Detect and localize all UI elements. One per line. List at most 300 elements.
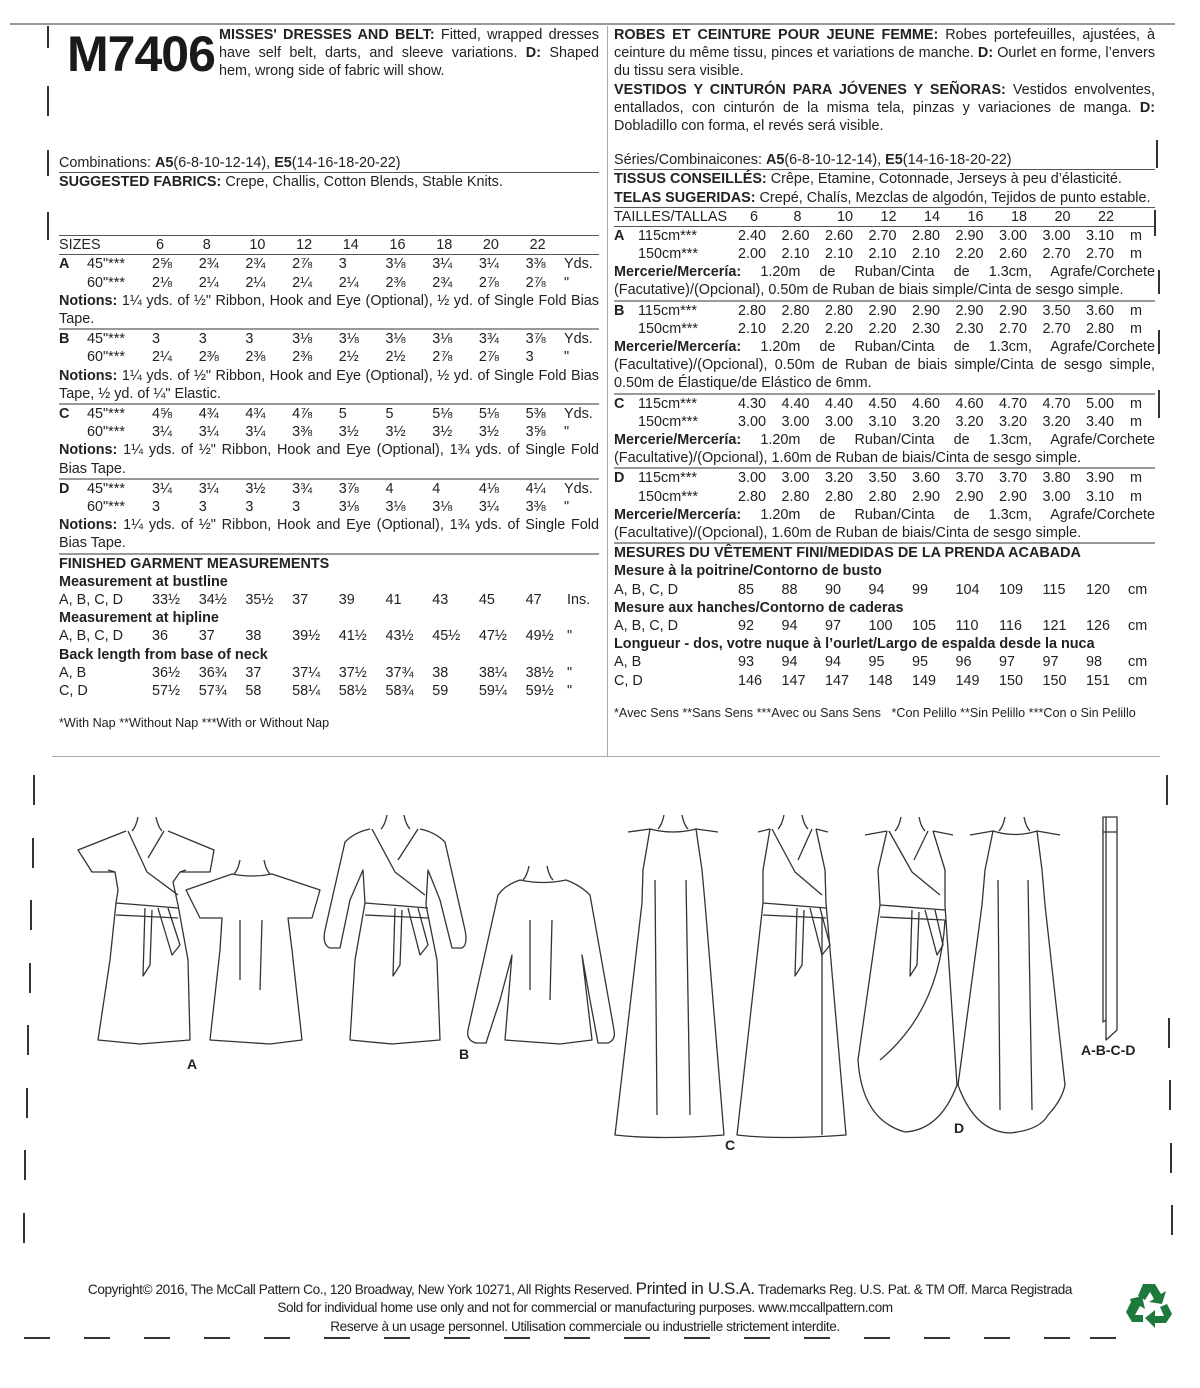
value-cell: 5⅜ (525, 405, 546, 422)
value-cell: 2.20 (781, 320, 810, 337)
view-d-label: D (954, 1120, 965, 1136)
value-cell: 20 (1054, 208, 1071, 225)
value-cell: 36½ (152, 664, 181, 681)
value-cell: 3.70 (955, 470, 984, 487)
value-cell: 3.00 (738, 470, 767, 487)
value-cell: 37½ (338, 664, 367, 681)
value-cell: 2⅞ (525, 274, 546, 291)
recycle-icon (1125, 1280, 1175, 1330)
value-cell: 95 (868, 654, 885, 671)
view-letter: B (59, 331, 70, 348)
value-cell: 58¼ (292, 682, 321, 699)
value-cell: 2.70 (1042, 246, 1071, 263)
value-cell: 2¼ (292, 274, 313, 291)
value-cell: 2⅛ (152, 274, 173, 291)
value-cell: 41 (385, 591, 402, 608)
value-cell: 2.90 (955, 302, 984, 319)
fr-description: ROBES ET CEINTURE POUR JEUNE FEMME: Robes portefeuilles, ajustées, à ceinture du même tissu, pinces et variations de manche. D: Ourlet en forme, l’envers du tissu sera visible. (614, 27, 1156, 80)
notions: Mercerie/Mercería: 1.20m de Ruban/Cinta de 1.3cm, Agrafe/Corchete (Facutative)/(Opcional), 0.50m de Ruban de biais simple/Cinta de sesgo simple. (614, 264, 1155, 299)
view-b-front-sketch (324, 815, 466, 1044)
value-cell: 37 (198, 628, 215, 645)
measurement-heading: Measurement at bustline (59, 573, 228, 590)
value-cell: 2.80 (781, 488, 810, 505)
measurement-row: A, B, C, D 36 37 38 39½ 41½ 43½ 45½ 47½ 49½ " (59, 628, 573, 645)
value-cell: 2.40 (738, 227, 767, 244)
pattern-title: MISSES' DRESSES AND BELT: (219, 27, 435, 43)
telas-sugeridas: TELAS SUGERIDAS: Crepé, Chalís, Mezclas de algodón, Tejidos de punto estable. (614, 189, 1151, 206)
yardage-row: 150cm*** 3.00 3.00 3.00 3.10 3.20 3.20 3.20 3.20 3.40 m (638, 413, 1142, 430)
value-cell: 3.00 (738, 413, 767, 430)
value-cell: 3⅛ (432, 331, 453, 348)
value-cell: 6 (156, 237, 165, 254)
value-cell: 20 (482, 237, 499, 254)
value-cell: 58½ (338, 682, 367, 699)
value-cell: 4¾ (245, 405, 266, 422)
measurement-heading: Longueur - dos, votre nuque à l’ourlet/Largo de espalda desde la nuca (614, 636, 1095, 653)
measurement-row: A, B, C, D 33½ 34½ 35½ 37 39 41 43 45 47 Ins. (59, 591, 591, 608)
value-cell: 3½ (478, 424, 499, 441)
value-cell: 3½ (432, 424, 453, 441)
value-cell: 59½ (525, 682, 554, 699)
pattern-description: MISSES' DRESSES AND BELT: Fitted, wrapped dresses have self belt, darts, and sleeve variations. D: Shaped hem, wrong side of fabric will show. (219, 27, 600, 80)
value-cell: 2¾ (432, 274, 453, 291)
value-cell: 3.20 (955, 413, 984, 430)
value-cell: 33½ (152, 591, 181, 608)
value-cell: 3 (198, 498, 207, 515)
value-cell: 3¼ (198, 424, 219, 441)
value-cell: 5 (338, 405, 347, 422)
sizes-header: SIZES 6 8 10 12 14 16 18 20 22 (59, 235, 599, 254)
value-cell: 85 (738, 581, 755, 598)
value-cell: 3¼ (198, 480, 219, 497)
view-letter: D (614, 470, 625, 487)
home-use-line: Sold for individual home use only and not for commercial or manufacturing purposes. www.mccallpattern.com (277, 1300, 893, 1315)
notions: Mercerie/Mercería: 1.20m de Ruban/Cinta de 1.3cm, Agrafe/Corchete (Facultative)/(Opcional), 1.60m de Ruban de biais/Cinta de sesgo simple. (614, 431, 1155, 467)
value-cell: 104 (955, 581, 980, 598)
value-cell: 150 (999, 672, 1024, 689)
value-cell: 3.60 (912, 470, 941, 487)
value-cell: 2.30 (955, 320, 984, 337)
value-cell: 3¼ (432, 256, 453, 273)
belt-sketch (1103, 817, 1117, 1040)
value-cell: 2⅞ (432, 349, 453, 366)
value-cell: 3.70 (999, 470, 1028, 487)
measurement-heading: Mesure à la poitrine/Contorno de busto (614, 563, 882, 580)
value-cell: 3¼ (478, 498, 499, 515)
value-cell: 3¼ (245, 424, 266, 441)
value-cell: 2.00 (738, 246, 767, 263)
value-cell: 3 (245, 331, 254, 348)
measurement-heading: Back length from base of neck (59, 646, 268, 663)
value-cell: 3 (152, 331, 161, 348)
value-cell: 39 (338, 591, 355, 608)
value-cell: 4¼ (525, 480, 546, 497)
value-cell: 45½ (432, 628, 461, 645)
value-cell: 14 (924, 208, 941, 225)
value-cell: 2.80 (738, 488, 767, 505)
value-cell: 4.40 (781, 395, 810, 412)
value-cell: 2⅜ (245, 349, 266, 366)
value-cell: 147 (825, 672, 850, 689)
yardage-row: 60"*** 3¼ 3¼ 3¼ 3⅜ 3½ 3½ 3½ 3½ 3⅝ " (87, 424, 570, 441)
tissus-conseilles: TISSUS CONSEILLÉS: Crêpe, Etamine, Cotonnade, Jerseys à peu d’élasticité. (614, 169, 1155, 188)
view-c-front-sketch (737, 815, 846, 1138)
view-a-front-sketch (78, 817, 214, 1044)
view-letter: A (59, 256, 70, 273)
notions: Notions: 1¼ yds. of ½" Ribbon, Hook and Eye (Optional), 1¾ yds. of Single Fold Bias Tape. (59, 517, 599, 552)
value-cell: 3.10 (868, 413, 897, 430)
value-cell: 3 (525, 349, 534, 366)
value-cell: 3⅛ (385, 331, 406, 348)
value-cell: 121 (1042, 617, 1067, 634)
value-cell: 47½ (478, 628, 507, 645)
view-b-back-sketch (468, 866, 615, 1044)
view-c-label: C (725, 1137, 736, 1153)
value-cell: 95 (912, 654, 929, 671)
value-cell: 2.90 (999, 488, 1028, 505)
value-cell: 8 (202, 237, 211, 254)
value-cell: 2½ (338, 349, 359, 366)
value-cell: 2⅜ (385, 274, 406, 291)
value-cell: 150 (1042, 672, 1067, 689)
value-cell: 2⅜ (292, 349, 313, 366)
value-cell: 2.80 (868, 488, 897, 505)
value-cell: 38 (432, 664, 449, 681)
value-cell: 3⅛ (338, 331, 359, 348)
value-cell: 2.80 (825, 302, 854, 319)
value-cell: 2.30 (912, 320, 941, 337)
value-cell: 18 (1011, 208, 1028, 225)
copyright-line: Copyright© 2016, The McCall Pattern Co., 120 Broadway, New York 10271, All Rights Reserved. Printed in U.S.A. Trademarks Reg. U.S. Pat. & TM Off. Marca Registrada (87, 1279, 1073, 1298)
combinations: Combinations: A5(6-8-10-12-14), E5(14-16-18-20-22) (59, 155, 401, 171)
value-cell: 2⅞ (478, 349, 499, 366)
value-cell: 4⅞ (292, 405, 313, 422)
value-cell: 59 (432, 682, 449, 699)
value-cell: 92 (738, 617, 755, 634)
value-cell: 3⅜ (525, 256, 546, 273)
value-cell: 93 (738, 654, 755, 671)
view-letter: D (59, 480, 70, 497)
value-cell: 4¾ (198, 405, 219, 422)
value-cell: 2.70 (1042, 320, 1071, 337)
style-number: M7406 (67, 26, 215, 82)
value-cell: 97 (825, 617, 842, 634)
value-cell: 4⅛ (478, 480, 499, 497)
value-cell: 3.20 (1042, 413, 1071, 430)
value-cell: 94 (781, 617, 798, 634)
measurements-title: MESURES DU VÊTEMENT FINI/MEDIDAS DE LA PRENDA ACABADA (614, 542, 1155, 562)
value-cell: 43½ (385, 628, 414, 645)
value-cell: 3 (292, 498, 301, 515)
value-cell: 2¼ (198, 274, 219, 291)
value-cell: 3⅛ (432, 498, 453, 515)
value-cell: 3.90 (1086, 470, 1115, 487)
value-cell: 3.20 (999, 413, 1028, 430)
value-cell: 36¾ (198, 664, 227, 681)
value-cell: 105 (912, 617, 937, 634)
value-cell: 2⅜ (198, 349, 219, 366)
value-cell: 22 (529, 237, 546, 254)
value-cell: 88 (781, 581, 798, 598)
value-cell: 45 (478, 591, 495, 608)
yardage-row: C 45"*** 4⅝ 4¾ 4¾ 4⅞ 5 5 5⅛ 5⅛ 5⅜ Yds. (59, 405, 593, 422)
reserve-line: Reserve à un usage personnel. Utilisation commerciale ou industrielle strictement interdite. (330, 1319, 840, 1334)
value-cell: 151 (1086, 672, 1111, 689)
yardage-row: A 115cm*** 2.40 2.60 2.60 2.70 2.80 2.90 3.00 3.00 3.10 m (614, 227, 1142, 244)
value-cell: 3⅝ (525, 424, 546, 441)
view-a-label: A (187, 1056, 198, 1072)
yardage-row: 150cm*** 2.00 2.10 2.10 2.10 2.10 2.20 2.60 2.70 2.70 m (638, 246, 1142, 263)
value-cell: 2.10 (912, 246, 941, 263)
value-cell: 4 (385, 480, 394, 497)
value-cell: 4.70 (999, 395, 1028, 412)
value-cell: 3 (198, 331, 207, 348)
value-cell: 37 (245, 664, 262, 681)
value-cell: 37¼ (292, 664, 321, 681)
value-cell: 34½ (198, 591, 227, 608)
value-cell: 41½ (338, 628, 367, 645)
value-cell: 3.50 (1042, 302, 1071, 319)
value-cell: 2.20 (868, 320, 897, 337)
value-cell: 22 (1098, 208, 1115, 225)
value-cell: 100 (868, 617, 893, 634)
value-cell: 90 (825, 581, 842, 598)
value-cell: 12 (880, 208, 897, 225)
value-cell: 2.60 (825, 227, 854, 244)
value-cell: 2.10 (738, 320, 767, 337)
measurement-heading: Measurement at hipline (59, 610, 219, 627)
value-cell: 4.30 (738, 395, 767, 412)
value-cell: 3.20 (825, 470, 854, 487)
value-cell: 2.90 (999, 302, 1028, 319)
value-cell: 2.90 (912, 302, 941, 319)
yardage-row: B 115cm*** 2.80 2.80 2.80 2.90 2.90 2.90 2.90 3.50 3.60 m (614, 302, 1142, 319)
value-cell: 12 (296, 237, 313, 254)
value-cell: 4.70 (1042, 395, 1071, 412)
value-cell: 4.60 (912, 395, 941, 412)
yardage-row: 150cm*** 2.10 2.20 2.20 2.20 2.30 2.30 2.70 2.70 2.80 m (638, 320, 1142, 337)
view-c-back-sketch (615, 815, 724, 1138)
value-cell: 18 (436, 237, 453, 254)
value-cell: 2½ (385, 349, 406, 366)
value-cell: 5 (385, 405, 394, 422)
view-d-back-sketch (958, 817, 1065, 1133)
value-cell: 36 (152, 628, 169, 645)
value-cell: 10 (249, 237, 266, 254)
value-cell: 10 (837, 208, 854, 225)
nap-footnote-fr-es: *Avec Sens **Sans Sens ***Avec ou Sans Sens *Con Pelillo **Sin Pelillo ***Con o Sin Pelillo (614, 705, 1136, 720)
value-cell: 2.80 (781, 302, 810, 319)
value-cell: 2.70 (999, 320, 1028, 337)
value-cell: 3¾ (478, 331, 499, 348)
value-cell: 57¾ (198, 682, 227, 699)
value-cell: 3.10 (1086, 227, 1115, 244)
notions: Notions: 1¼ yds. of ½" Ribbon, Hook and Eye (Optional), ½ yd. of Single Fold Bias Tape. (59, 292, 599, 327)
value-cell: 4.40 (825, 395, 854, 412)
measurement-row: A, B 36½ 36¾ 37 37¼ 37½ 37¾ 38 38¼ 38½ " (59, 664, 573, 681)
combinations-fr-es: Séries/Combinaicones: A5(6-8-10-12-14), E5(14-16-18-20-22) (614, 152, 1012, 169)
value-cell: 147 (781, 672, 806, 689)
value-cell: 149 (955, 672, 980, 689)
value-cell: 37 (292, 591, 309, 608)
view-letter: C (59, 405, 70, 422)
value-cell: 2.80 (1086, 320, 1115, 337)
value-cell: 3 (338, 256, 347, 273)
value-cell: 2.60 (999, 246, 1028, 263)
value-cell: 2¾ (198, 256, 219, 273)
value-cell: 2.70 (1086, 246, 1115, 263)
value-cell: 2.90 (955, 488, 984, 505)
value-cell: 3⅜ (292, 424, 313, 441)
value-cell: 3 (152, 498, 161, 515)
value-cell: 2¼ (152, 349, 173, 366)
value-cell: 3½ (338, 424, 359, 441)
value-cell: 126 (1086, 617, 1111, 634)
view-d-front-sketch (858, 817, 957, 1132)
value-cell: 3⅛ (385, 498, 406, 515)
yardage-row: D 45"*** 3¼ 3¼ 3½ 3¾ 3⅞ 4 4 4⅛ 4¼ Yds. (59, 480, 593, 497)
value-cell: 3⅛ (338, 498, 359, 515)
value-cell: 39½ (292, 628, 321, 645)
value-cell: 4⅝ (152, 405, 173, 422)
yardage-row: 60"*** 3 3 3 3 3⅛ 3⅛ 3⅛ 3¼ 3⅜ " (87, 498, 570, 515)
value-cell: 3¾ (292, 480, 313, 497)
value-cell: 3¼ (152, 424, 173, 441)
suggested-fabrics: SUGGESTED FABRICS: Crepe, Challis, Cotton Blends, Stable Knits. (59, 172, 599, 191)
belt-label: A-B-C-D (1081, 1042, 1136, 1058)
value-cell: 58¾ (385, 682, 414, 699)
value-cell: 2.80 (738, 302, 767, 319)
value-cell: 5⅛ (432, 405, 453, 422)
value-cell: 3.00 (1042, 488, 1071, 505)
value-cell: 97 (1042, 654, 1059, 671)
value-cell: 37¾ (385, 664, 414, 681)
value-cell: 3.00 (1042, 227, 1071, 244)
value-cell: 3.20 (912, 413, 941, 430)
value-cell: 148 (868, 672, 893, 689)
value-cell: 149 (912, 672, 937, 689)
value-cell: 110 (955, 617, 979, 634)
value-cell: 49½ (525, 628, 554, 645)
value-cell: 96 (955, 654, 972, 671)
value-cell: 58 (245, 682, 262, 699)
measurement-row: A, B 93 94 94 95 95 96 97 97 98 cm (614, 654, 1148, 671)
value-cell: 3.00 (781, 413, 810, 430)
value-cell: 3.10 (1086, 488, 1115, 505)
es-description: VESTIDOS Y CINTURÓN PARA JÓVENES Y SEÑORAS: Vestidos envolventes, entallados, con cinturón de la misma tela, pinzas y variaciones de manga. D: Dobladillo con forma, el revés será visible. (614, 81, 1156, 135)
value-cell: 4 (432, 480, 441, 497)
yardage-row: 60"*** 2¼ 2⅜ 2⅜ 2⅜ 2½ 2½ 2⅞ 2⅞ 3 " (87, 349, 570, 366)
measurement-row: A, B, C, D 85 88 90 94 99 104 109 115 120 cm (614, 581, 1148, 598)
value-cell: 4.50 (868, 395, 897, 412)
value-cell: 2.20 (825, 320, 854, 337)
value-cell: 2.60 (781, 227, 810, 244)
value-cell: 5⅛ (478, 405, 499, 422)
value-cell: 3½ (245, 480, 266, 497)
value-cell: 3½ (385, 424, 406, 441)
value-cell: 2.10 (781, 246, 810, 263)
value-cell: 8 (793, 208, 802, 225)
value-cell: 97 (999, 654, 1016, 671)
view-b-label: B (459, 1046, 470, 1062)
value-cell: 109 (999, 581, 1024, 598)
value-cell: 94 (825, 654, 842, 671)
measurements-title: FINISHED GARMENT MEASUREMENTS (59, 553, 599, 573)
value-cell: 2.70 (868, 227, 897, 244)
value-cell: 3¼ (478, 256, 499, 273)
value-cell: 146 (738, 672, 763, 689)
value-cell: 3.00 (999, 227, 1028, 244)
value-cell: 2⅞ (478, 274, 499, 291)
value-cell: 99 (912, 581, 929, 598)
notions: Mercerie/Mercería: 1.20m de Ruban/Cinta de 1.3cm, Agrafe/Corchete (Facultative)/(Opcional), 1.60m de Ruban de biais/Cinta de sesgo simple. (614, 506, 1155, 541)
value-cell: 3.00 (781, 470, 810, 487)
view-letter: A (614, 227, 625, 244)
measurement-row: A, B, C, D 92 94 97 100 105 110 116 121 126 cm (614, 617, 1148, 634)
value-cell: 47 (525, 591, 542, 608)
value-cell: 2.10 (825, 246, 854, 263)
value-cell: 116 (999, 617, 1022, 634)
value-cell: 3⅞ (338, 480, 359, 497)
yardage-row: C 115cm*** 4.30 4.40 4.40 4.50 4.60 4.60 4.70 4.70 5.00 m (614, 395, 1142, 412)
value-cell: 3¼ (152, 480, 173, 497)
value-cell: 2.80 (825, 488, 854, 505)
value-cell: 35½ (245, 591, 274, 608)
sizes-header: TAILLES/TALLAS 6 8 10 12 14 16 18 20 22 (614, 207, 1155, 226)
value-cell: 3.80 (1042, 470, 1071, 487)
value-cell: 57½ (152, 682, 181, 699)
value-cell: 2⅞ (292, 256, 313, 273)
value-cell: 2¾ (245, 256, 266, 273)
value-cell: 2.10 (868, 246, 897, 263)
measurement-row: C, D 57½ 57¾ 58 58¼ 58½ 58¾ 59 59¼ 59½ " (59, 682, 573, 699)
value-cell: 38 (245, 628, 262, 645)
value-cell: 14 (342, 237, 359, 254)
value-cell: 3⅞ (525, 331, 546, 348)
view-letter: C (614, 395, 625, 412)
value-cell: 2.90 (912, 488, 941, 505)
value-cell: 3.40 (1086, 413, 1115, 430)
value-cell: 16 (967, 208, 984, 225)
value-cell: 38¼ (478, 664, 507, 681)
value-cell: 3.00 (825, 413, 854, 430)
value-cell: 2.80 (912, 227, 941, 244)
measurement-heading: Mesure aux hanches/Contorno de caderas (614, 599, 904, 616)
value-cell: 3 (245, 498, 254, 515)
printed-in-usa: Printed in U.S.A. (635, 1279, 755, 1298)
yardage-row: A 45"*** 2⅝ 2¾ 2¾ 2⅞ 3 3⅛ 3¼ 3¼ 3⅜ Yds. (59, 256, 593, 273)
value-cell: 5.00 (1086, 395, 1115, 412)
value-cell: 2.20 (955, 246, 984, 263)
value-cell: 6 (750, 208, 759, 225)
value-cell: 115 (1042, 581, 1066, 598)
value-cell: 98 (1086, 654, 1103, 671)
value-cell: 2.90 (868, 302, 897, 319)
value-cell: 3.60 (1086, 302, 1115, 319)
value-cell: 59¼ (478, 682, 507, 699)
value-cell: 43 (432, 591, 449, 608)
value-cell: 3⅜ (525, 498, 546, 515)
value-cell: 4.60 (955, 395, 984, 412)
value-cell: 2¼ (338, 274, 359, 291)
view-a-back-sketch (186, 860, 320, 1044)
notions: Mercerie/Mercería: 1.20m de Ruban/Cinta de 1.3cm, Agrafe/Corchete (Facultative)/(Opcional), 0.50m de Ruban de biais simple/Cinta de sesgo simple, 0.50m de Élastique/de Elástico de 6mm. (614, 338, 1155, 392)
value-cell: 94 (868, 581, 885, 598)
value-cell: 2⅝ (152, 256, 173, 273)
value-cell: 38½ (525, 664, 554, 681)
view-letter: B (614, 302, 625, 319)
value-cell: 2.90 (955, 227, 984, 244)
